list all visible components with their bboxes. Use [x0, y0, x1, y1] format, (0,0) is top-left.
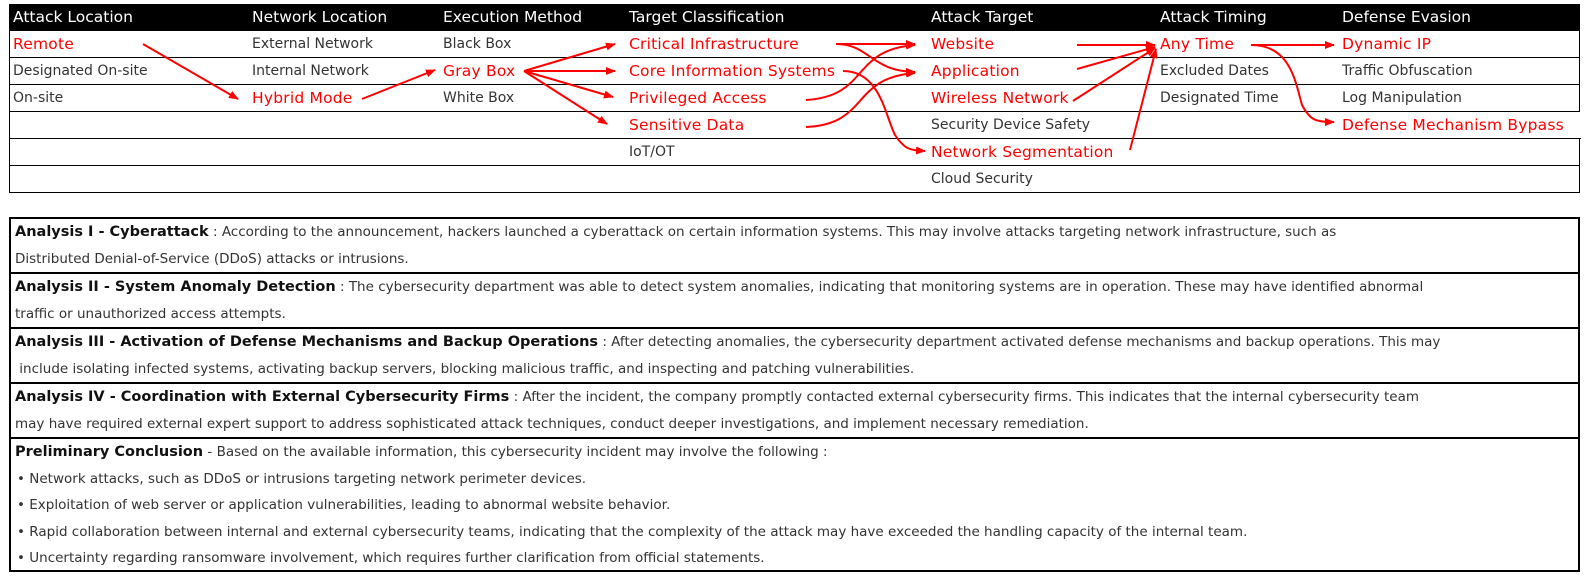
analysis-block-2: [11, 274, 1578, 329]
cell-gray-box: Gray Box: [443, 62, 516, 80]
header-execution-method: Execution Method: [443, 8, 583, 26]
conclusion-bullet: [15, 492, 1578, 519]
cell-defense-mechanism-bypass: Defense Mechanism Bypass: [1342, 116, 1564, 134]
bullet-icon: •: [17, 523, 25, 540]
bullet-text: Exploitation of web server or application vulnerabilities, leading to abnormal website behavior.: [29, 497, 671, 513]
analysis-text: traffic or unauthorized access attempts.: [15, 305, 286, 322]
analysis-title: Analysis II - System Anomaly Detection: [15, 279, 336, 295]
separator: :: [208, 224, 222, 240]
cell-wireless-network: Wireless Network: [931, 89, 1069, 107]
cell-on-site: On-site: [13, 90, 64, 106]
analysis-panel: [9, 217, 1580, 572]
cell-cloud-security: Cloud Security: [931, 171, 1033, 187]
cell-internal-network: Internal Network: [252, 63, 369, 79]
analysis-text: After detecting anomalies, the cybersecurity department activated defense mechanisms and backup operations. This may: [611, 334, 1441, 350]
cell-application: Application: [931, 62, 1020, 80]
cell-external-network: External Network: [252, 36, 373, 52]
cell-any-time: Any Time: [1160, 35, 1235, 53]
analysis-title: Analysis IV - Coordination with External Cybersecurity Firms: [15, 389, 510, 405]
bullet-icon: •: [17, 550, 25, 566]
cell-black-box: Black Box: [443, 36, 512, 52]
conclusion-bullet: [15, 545, 1578, 572]
analysis-text: After the incident, the company promptly contacted external cybersecurity firms. This indicates that the internal cybersecurity team: [522, 389, 1420, 405]
conclusion-bullet: [15, 519, 1578, 546]
analysis-text: may have required external expert support to address sophisticated attack techniques, conduct deeper investigations, and implement necessary remediation.: [15, 415, 1089, 432]
header-network-location: Network Location: [252, 8, 388, 26]
table-header-bar: [9, 4, 1580, 31]
cell-sensitive-data: Sensitive Data: [629, 116, 745, 134]
bullet-text: Rapid collaboration between internal and external cybersecurity teams, indicating that the complexity of the attack may have exceeded the handling capacity of the internal team.: [29, 523, 1248, 540]
bullet-icon: •: [17, 470, 25, 487]
cell-privileged-access: Privileged Access: [629, 89, 767, 107]
analysis-text: According to the announcement, hackers launched a cyberattack on certain information systems. This may involve attacks targeting network infrastructure, such as: [221, 224, 1337, 240]
cell-core-information-systems: Core Information Systems: [629, 62, 836, 80]
header-target-classification: Target Classification: [629, 8, 785, 26]
conclusion-block: [11, 439, 1578, 572]
cell-traffic-obfuscation: Traffic Obfuscation: [1342, 63, 1473, 79]
analysis-text: include isolating infected systems, activating backup servers, blocking malicious traffic, and inspecting and patching vulnerabilities.: [15, 360, 915, 377]
cell-log-manipulation: Log Manipulation: [1342, 90, 1462, 106]
cell-website: Website: [931, 35, 995, 53]
cell-designated-on-site: Designated On-site: [13, 63, 148, 79]
separator: :: [335, 279, 349, 295]
header-defense-evasion: Defense Evasion: [1342, 8, 1471, 26]
bullet-icon: •: [17, 497, 25, 513]
analysis-text: The cybersecurity department was able to detect system anomalies, indicating that monitoring systems are in operation. These may have identified abnormal: [348, 279, 1424, 295]
separator: :: [509, 389, 523, 405]
analysis-block-3: [11, 329, 1578, 384]
analysis-text: Distributed Denial-of-Service (DDoS) attacks or intrusions.: [15, 250, 409, 267]
separator: :: [598, 334, 612, 350]
analysis-block-4: [11, 384, 1578, 439]
table-row: [9, 139, 1580, 166]
bullet-text: Network attacks, such as DDoS or intrusions targeting network perimeter devices.: [29, 470, 587, 487]
conclusion-bullet: [15, 466, 1578, 493]
cell-iot-ot: IoT/OT: [629, 144, 675, 160]
cell-designated-time: Designated Time: [1160, 90, 1279, 106]
header-attack-location: Attack Location: [13, 8, 133, 26]
cell-security-device-safety: Security Device Safety: [931, 117, 1091, 133]
analysis-title: Analysis III - Activation of Defense Mechanisms and Backup Operations: [15, 334, 599, 350]
conclusion-title: Preliminary Conclusion: [15, 444, 204, 460]
analysis-title: Analysis I - Cyberattack: [15, 224, 209, 240]
bullet-text: Uncertainty regarding ransomware involvement, which requires further clarification from official statements.: [29, 550, 765, 566]
cell-critical-infrastructure: Critical Infrastructure: [629, 35, 799, 53]
header-attack-timing: Attack Timing: [1160, 8, 1267, 26]
analysis-block-1: [11, 219, 1578, 274]
separator: -: [203, 444, 217, 460]
table-row: [9, 166, 1580, 193]
cell-dynamic-ip: Dynamic IP: [1342, 35, 1432, 53]
cell-excluded-dates: Excluded Dates: [1160, 63, 1269, 79]
cell-remote: Remote: [13, 35, 75, 53]
conclusion-intro: Based on the available information, this cybersecurity incident may involve the following :: [216, 444, 828, 460]
cell-white-box: White Box: [443, 90, 515, 106]
cell-hybrid-mode: Hybrid Mode: [252, 89, 353, 107]
header-attack-target: Attack Target: [931, 8, 1034, 26]
cell-network-segmentation: Network Segmentation: [931, 143, 1114, 161]
